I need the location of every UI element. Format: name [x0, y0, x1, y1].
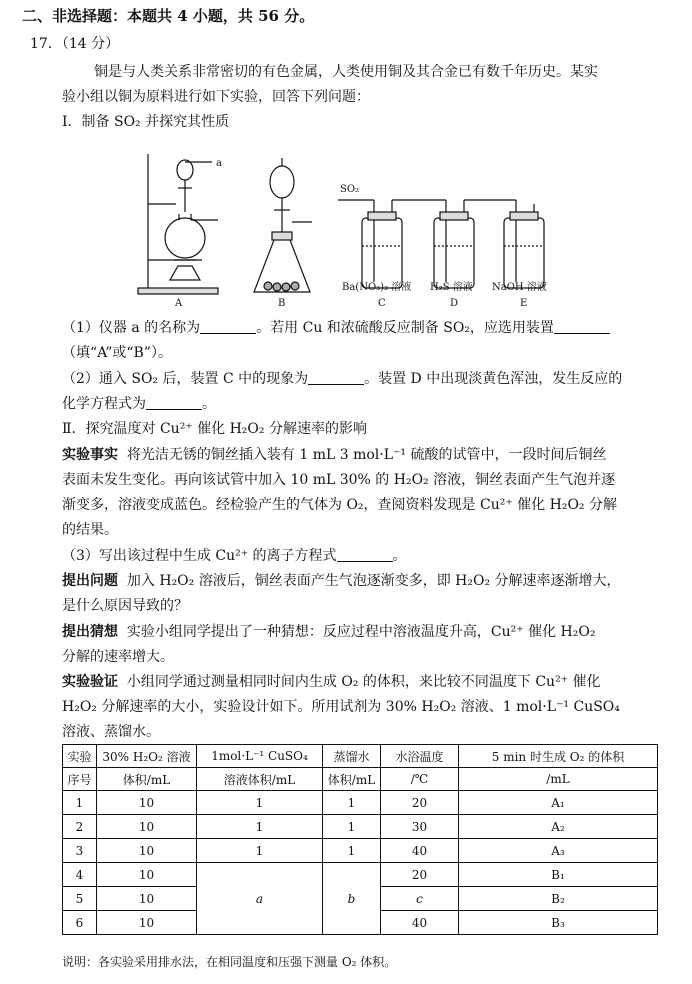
- table-cell: 10: [97, 815, 197, 839]
- fact-line-2: 表面未发生变化。再向该试管中加入 10 mL 30% 的 H₂O₂ 溶液，铜丝表面产生气泡并逐: [62, 472, 616, 488]
- table-cell: 1: [197, 839, 323, 863]
- solution-d: H₂S 溶液: [430, 282, 473, 293]
- table-header: 序号: [63, 768, 97, 791]
- table-cell: 6: [63, 911, 97, 935]
- q1-text-1: （1）仪器 a 的名称为: [62, 320, 201, 336]
- table-header: 水浴温度: [381, 745, 459, 768]
- ask-line-2: 是什么原因导致的？: [62, 598, 188, 614]
- table-cell: 10: [97, 863, 197, 887]
- table-header-row-1: [63, 745, 658, 768]
- device-c: C: [378, 298, 386, 309]
- intro-line-2: 验小组以铜为原料进行如下实验，回答下列问题：: [62, 89, 370, 105]
- q2-blank-1[interactable]: [308, 370, 364, 385]
- table-header: 体积/mL: [323, 768, 381, 791]
- guess-line-1: [62, 622, 595, 642]
- q1-blank-1[interactable]: [200, 319, 256, 334]
- experiment-table: [62, 744, 658, 935]
- q3-text-1: （3）写出该过程中生成 Cu²⁺ 的离子方程式: [62, 548, 337, 564]
- guess-text-1: 实验小组同学提出了一种猜想：反应过程中溶液温度升高，Cu²⁺ 催化 H₂O₂: [126, 624, 596, 640]
- device-a: A: [175, 298, 183, 309]
- device-d: D: [450, 298, 459, 309]
- table-header: 1mol·L⁻¹ CuSO₄: [197, 745, 323, 768]
- table-note: 说明：各实验采用排水法，在相同温度和压强下测量 O₂ 体积。: [62, 955, 397, 969]
- verify-text-1: 小组同学通过测量相同时间内生成 O₂ 的体积，来比较不同温度下 Cu²⁺ 催化: [126, 674, 601, 690]
- guess-line-2: 分解的速率增大。: [62, 649, 174, 665]
- fact-line-1: [62, 445, 606, 465]
- table-header: /℃: [381, 768, 459, 791]
- table-header: 实验: [63, 745, 97, 768]
- table-cell: 1: [63, 791, 97, 815]
- table-header: 体积/mL: [97, 768, 197, 791]
- table-header-row-2: [63, 768, 658, 791]
- guess-label: 提出猜想: [62, 624, 118, 640]
- q2-text-4: 。: [202, 396, 216, 412]
- ask-text-1: 加入 H₂O₂ 溶液后，铜丝表面产生气泡逐渐变多，即 H₂O₂ 分解速率逐渐增大，: [126, 573, 621, 589]
- table-header: 30% H₂O₂ 溶液: [97, 745, 197, 768]
- table-cell: 1: [197, 791, 323, 815]
- q2-line-2: [62, 394, 216, 414]
- table-cell: 5: [63, 887, 97, 911]
- table-cell: 20: [381, 791, 459, 815]
- verify-line-3: 溶液、蒸馏水。: [62, 724, 160, 740]
- fact-text-1: 将光洁无锈的铜丝插入装有 1 mL 3 mol·L⁻¹ 硫酸的试管中，一段时间后铜丝: [126, 447, 607, 463]
- table-cell: 40: [381, 839, 459, 863]
- table-cell-c: c: [381, 887, 459, 911]
- q2-text-3: 化学方程式为: [62, 396, 146, 412]
- table-cell: 2: [63, 815, 97, 839]
- verify-label: 实验验证: [62, 674, 118, 690]
- table-cell: A₃: [459, 839, 658, 863]
- table-cell: 30: [381, 815, 459, 839]
- table-cell: 40: [381, 911, 459, 935]
- table-cell: 4: [63, 863, 97, 887]
- table-header: /mL: [459, 768, 658, 791]
- fact-label: 实验事实: [62, 447, 118, 463]
- part2-title: Ⅱ．探究温度对 Cu²⁺ 催化 H₂O₂ 分解速率的影响: [62, 421, 367, 437]
- gas-label: SO₂: [340, 184, 360, 195]
- table-cell: 1: [323, 791, 381, 815]
- fact-line-3: 渐变多，溶液变成蓝色。经检验产生的气体为 O₂，查阅资料发现是 Cu²⁺ 催化 H₂O₂ 分解: [62, 497, 617, 513]
- q2-blank-2[interactable]: [146, 395, 202, 410]
- table-cell: 10: [97, 839, 197, 863]
- q3-text-2: 。: [392, 548, 407, 564]
- q1-text-2: 。若用 Cu 和浓硫酸反应制备 SO₂，应选用装置: [256, 320, 554, 336]
- table-cell-a: a: [197, 863, 323, 935]
- table-header: 5 min 时生成 O₂ 的体积: [459, 745, 658, 768]
- part1-title: Ⅰ．制备 SO₂ 并探究其性质: [62, 114, 230, 130]
- table-cell: 20: [381, 863, 459, 887]
- table-cell: 10: [97, 887, 197, 911]
- solution-c: Ba(NO₃)₂ 溶液: [342, 282, 412, 293]
- table-cell: B₁: [459, 863, 658, 887]
- q3-blank[interactable]: [337, 547, 393, 562]
- verify-line-2: H₂O₂ 分解速率的大小，实验设计如下。所用试剂为 30% H₂O₂ 溶液、1 mol·L⁻¹ CuSO₄: [62, 699, 620, 715]
- verify-line-1: [62, 672, 601, 692]
- table-cell: 10: [97, 911, 197, 935]
- table-cell: A₂: [459, 815, 658, 839]
- fact-line-4: 的结果。: [62, 522, 118, 538]
- table-cell: 1: [323, 815, 381, 839]
- label-a: a: [216, 158, 222, 169]
- q2-text-1: （2）通入 SO₂ 后，装置 C 中的现象为: [62, 371, 309, 387]
- question-number: 17．（14 分）: [30, 36, 120, 52]
- intro-line-1: 铜是与人类关系非常密切的有色金属，人类使用铜及其合金已有数千年历史。某实: [94, 64, 598, 80]
- table-cell: 1: [197, 815, 323, 839]
- table-cell: B₂: [459, 887, 658, 911]
- q1-line-1: [62, 318, 610, 338]
- q3-line: [62, 546, 407, 566]
- table-row: [63, 815, 658, 839]
- table-cell: 3: [63, 839, 97, 863]
- table-cell: 10: [97, 791, 197, 815]
- ask-label: 提出问题: [62, 573, 118, 589]
- table-cell: 1: [323, 839, 381, 863]
- table-row: [63, 839, 658, 863]
- q2-text-2: 。装置 D 中出现淡黄色浑浊，发生反应的: [364, 371, 623, 387]
- table-cell: A₁: [459, 791, 658, 815]
- section-title: 二、非选择题：本题共 4 小题，共 56 分。: [22, 7, 315, 25]
- q1-blank-2[interactable]: [554, 319, 610, 334]
- q1-line-2: （填“A”或“B”）。: [62, 345, 172, 361]
- table-header: 蒸馏水: [323, 745, 381, 768]
- table-cell-b: b: [323, 863, 381, 935]
- apparatus-diagram: [130, 142, 560, 312]
- device-b: B: [278, 298, 286, 309]
- device-e: E: [520, 298, 528, 309]
- solution-e: NaOH 溶液: [492, 282, 547, 293]
- table-header: 溶液体积/mL: [197, 768, 323, 791]
- table-cell: B₃: [459, 911, 658, 935]
- table-row: [63, 791, 658, 815]
- q2-line-1: [62, 369, 622, 389]
- ask-line-1: [62, 571, 621, 591]
- table-row: [63, 863, 658, 887]
